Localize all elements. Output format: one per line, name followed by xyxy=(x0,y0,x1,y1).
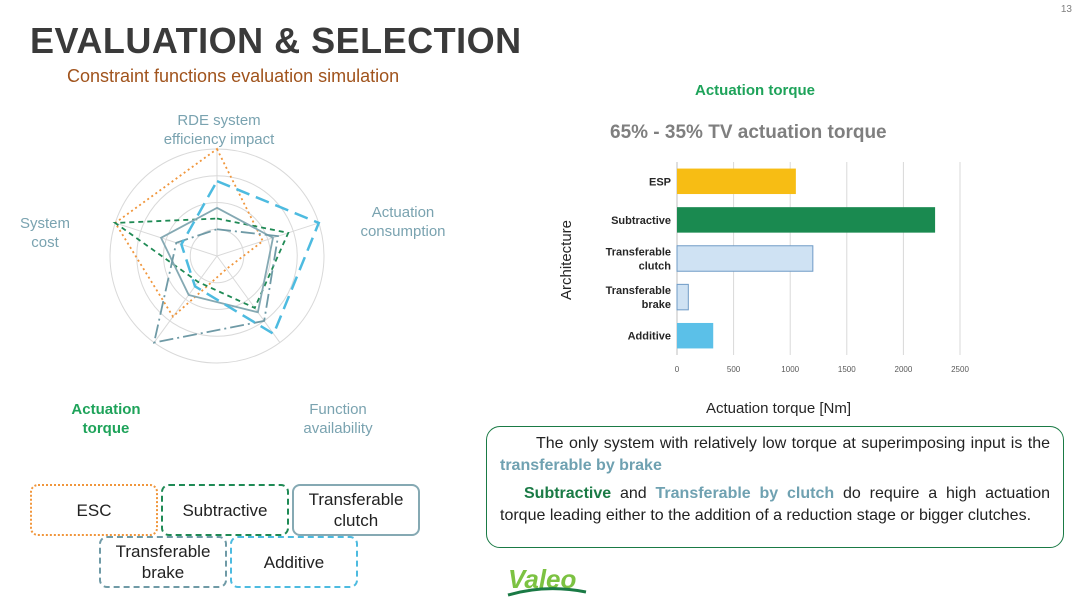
legend-additive: Additive xyxy=(230,536,358,588)
note-1-highlight: transferable by brake xyxy=(500,457,662,474)
note-2-subtractive: Subtractive xyxy=(524,485,612,502)
valeo-logo xyxy=(506,562,588,609)
x-tick-label: 1000 xyxy=(781,365,800,374)
bar-additive xyxy=(677,323,713,348)
x-tick-label: 500 xyxy=(726,365,741,374)
y-tick-label: Transferable xyxy=(605,285,671,298)
note-2-text: do require a high actuation torque leading either to the addition of a reduction stage or bigger clutches. xyxy=(500,485,1051,524)
y-tick-label: Subtractive xyxy=(611,214,671,227)
page-number: 13 xyxy=(1060,4,1072,15)
note-2-and: and xyxy=(619,485,647,502)
radar-axis-label-rde: RDE system efficiency impact xyxy=(163,112,275,148)
legend-subtractive: Subtractive xyxy=(161,484,289,536)
bar-chart-title: 65% - 35% TV actuation torque xyxy=(610,122,887,143)
note-1-text: The only system with relatively low torque at superimposing input is the xyxy=(536,435,1050,452)
radar-spoke-2 xyxy=(217,223,319,256)
y-tick-label: brake xyxy=(641,299,671,312)
bar-chart xyxy=(550,150,1000,425)
radar-spoke-5 xyxy=(115,223,217,256)
x-axis-label: Actuation torque [Nm] xyxy=(705,400,852,417)
bar-subtractive xyxy=(677,207,935,232)
x-tick-label: 2500 xyxy=(951,365,969,374)
x-tick-label: 0 xyxy=(674,365,680,374)
bar-transferable-clutch xyxy=(677,246,813,271)
radar-axis-label-cost: System cost xyxy=(19,215,70,251)
bar-esp xyxy=(677,169,796,194)
y-tick-label: Additive xyxy=(627,330,671,343)
radar-axis-label-consumption: Actuation consumption xyxy=(360,204,446,240)
x-tick-label: 1500 xyxy=(837,365,856,374)
bar-transferable-brake xyxy=(677,284,688,309)
legend-esc: ESC xyxy=(30,484,158,536)
slide-subtitle: Constraint functions evaluation simulation xyxy=(67,66,400,86)
radar-axis-label-torque: Actuation torque xyxy=(71,401,141,437)
legend-transferable-clutch: Transferable clutch xyxy=(292,484,420,536)
radar-axis-label-availability: Function availability xyxy=(303,401,373,437)
y-tick-label: ESP xyxy=(648,176,671,189)
chart-heading: Actuation torque xyxy=(695,82,815,99)
valeo-logo-text: Valeo xyxy=(508,564,577,594)
notes-box xyxy=(486,426,1064,548)
legend-transferable-brake: Transferable brake xyxy=(99,536,227,588)
slide-title: EVALUATION & SELECTION xyxy=(30,20,522,61)
y-tick-label: Transferable xyxy=(605,246,671,259)
x-tick-label: 2000 xyxy=(894,365,913,374)
note-2-clutch: Transferable by clutch xyxy=(655,485,835,502)
y-tick-label: clutch xyxy=(638,260,671,273)
y-axis-label: Architecture xyxy=(558,219,575,301)
